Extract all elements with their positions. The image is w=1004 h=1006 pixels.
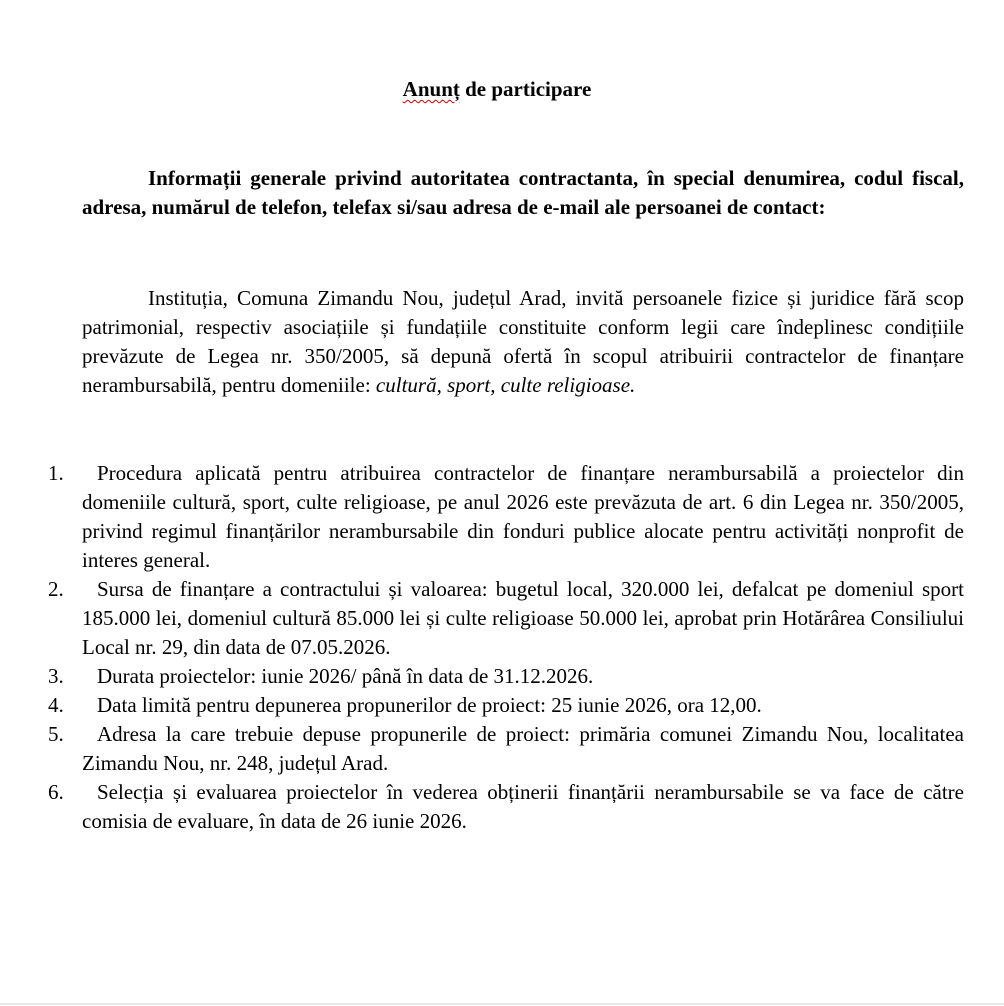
list-item (0, 459, 964, 575)
title-rest: de participare (459, 77, 592, 101)
info-heading: Informații generale privind autoritatea contractanta, în special denumirea, codul fiscal, adresa, numărul de telefon, telefax si/sau adresa de e-mail ale persoanei de contact: (82, 166, 964, 219)
title-first-word: Anunț (402, 77, 460, 101)
numbered-list (0, 459, 1004, 836)
list-item-number: 4. (48, 693, 64, 717)
page-bottom-edge (0, 1003, 1004, 1005)
list-item-number: 6. (48, 780, 64, 804)
list-item-text: Data limită pentru depunerea propunerilor de proiect: 25 iunie 2026, ora 12,00. (97, 693, 762, 717)
document-title (0, 75, 994, 104)
list-item-number: 1. (48, 461, 64, 485)
list-item-text: Procedura aplicată pentru atribuirea contractelor de finanțare nerambursabilă a proiectelor din domeniile cultură, sport, culte religioase, pe anul 2026 este prevăzuta de art. 6 din Legea nr. 350/2005, privind regimul finanțărilor nerambursabile din fonduri publice alocate pentru activități nonprofit de interes general. (82, 461, 964, 572)
list-item (0, 662, 964, 691)
intro-paragraph (82, 284, 964, 400)
list-item-number: 3. (48, 664, 64, 688)
list-item-text: Selecția și evaluarea proiectelor în vederea obținerii finanțării nerambursabile se va face de către comisia de evaluare, în data de 26 iunie 2026. (82, 780, 964, 833)
intro-text: Instituția, Comuna Zimandu Nou, județul Arad, invită persoanele fizice și juridice fără scop patrimonial, respectiv asociațiile și fundațiile constituite conform legii care îndeplinesc condițiile prevăzute de Legea nr. 350/2005, să depună ofertă în scopul atribuirii contractelor de finanțare nerambursabilă, pentru domeniile: (82, 286, 964, 397)
list-item-number: 5. (48, 722, 64, 746)
list-item (0, 575, 964, 662)
list-item (0, 691, 964, 720)
list-item-text: Durata proiectelor: iunie 2026/ până în data de 31.12.2026. (97, 664, 594, 688)
list-item (0, 720, 964, 778)
intro-domains: cultură, sport, culte religioase. (375, 373, 636, 397)
list-item-number: 2. (48, 577, 64, 601)
list-item-text: Adresa la care trebuie depuse propunerile de proiect: primăria comunei Zimandu Nou, localitatea Zimandu Nou, nr. 248, județul Arad. (82, 722, 964, 775)
list-item-text: Sursa de finanțare a contractului și valoarea: bugetul local, 320.000 lei, defalcat pe domeniul sport 185.000 lei, domeniul cultură 85.000 lei și culte religioase 50.000 lei, aprobat prin Hotărârea Consiliului Local nr. 29, din data de 07.05.2026. (82, 577, 964, 659)
list-item (0, 778, 964, 836)
